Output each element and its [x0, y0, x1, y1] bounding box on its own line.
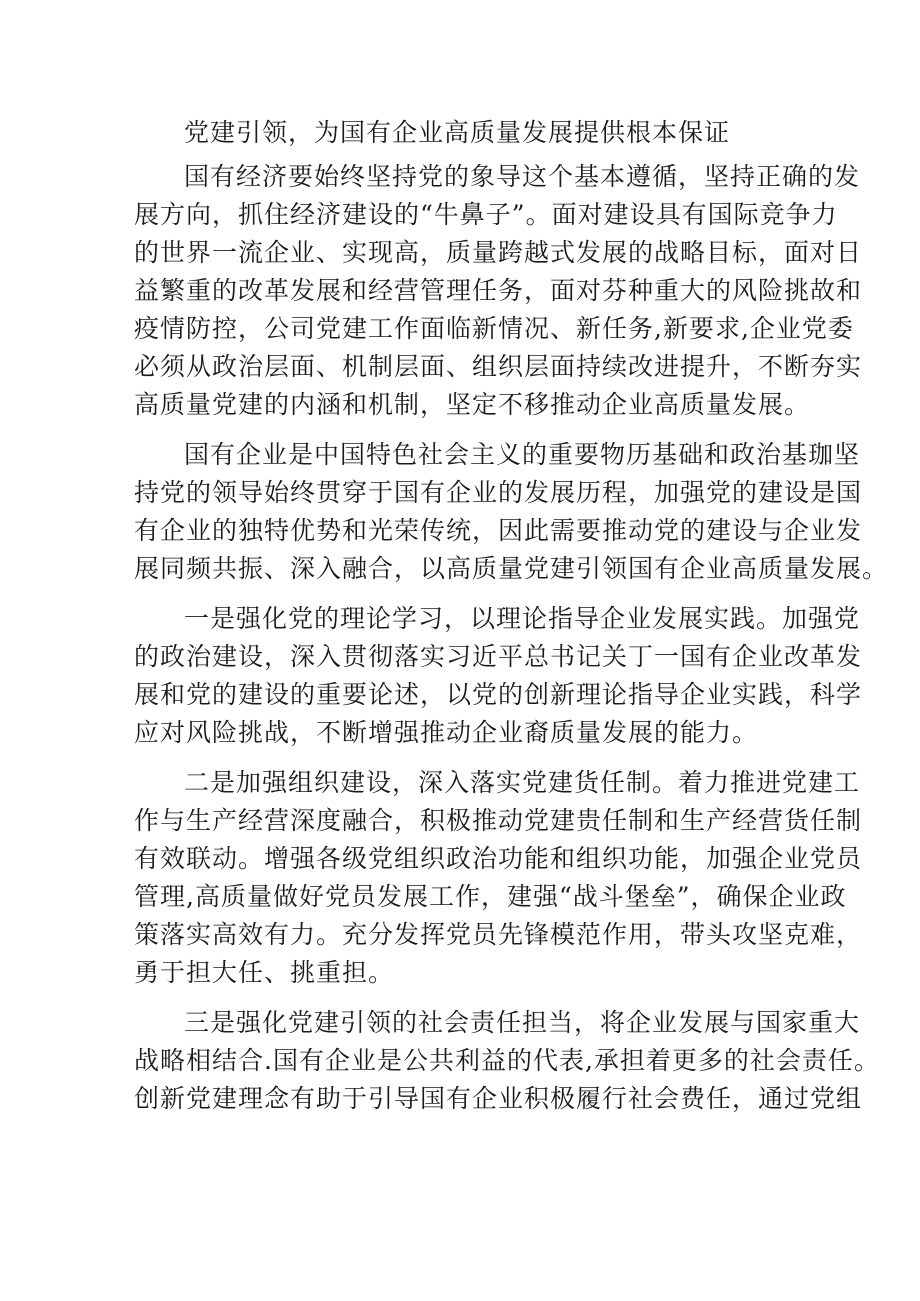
text-line: 的政治建设，深入贯彻落实习近平总书记关丁一国有企业改革发	[134, 642, 863, 671]
text-line: 持党的领导始终贯穿于国有企业的发展历程，加强党的建设是国	[134, 478, 863, 507]
text-line: 作与生产经营深度融合，积极推动党建贵任制和生产经营货任制	[134, 806, 863, 835]
text-line: 必须从政治层面、机制层面、组织层面持续改进提升，不断夯实	[134, 352, 863, 381]
paragraph-list	[134, 158, 889, 1118]
text-line: 益繁重的改革发展和经营管理任务，面对芬种重大的风险挑故和	[134, 276, 863, 305]
paragraph	[134, 764, 863, 992]
text-line: 国有企业是中国特色社会主义的重要物历基础和政治基珈坚	[184, 440, 861, 469]
text-line: 一是强化党的理论学习，以理论指导企业发展实践。加强党	[184, 604, 861, 633]
document-body	[134, 108, 889, 1118]
text-line: 展和党的建设的重要论述，以党的创新理论指导企业实践，科学	[134, 680, 863, 709]
text-line: 的世界一流企业、实现高，质量跨越式发展的战略目标，面对日	[134, 238, 863, 267]
paragraph-gap	[134, 588, 794, 600]
text-line: 三是强化党建引领的社会责任担当，将企业发展与国家重大	[184, 1008, 861, 1037]
text-line: 国有经济要始终坚持党的象导这个基本遵循，坚持正确的发	[184, 162, 861, 191]
paragraph-gap	[134, 992, 794, 1004]
paragraph	[134, 436, 889, 588]
text-line: 疫情防控，公司党建工作面临新情况、新任务,新要求,企业党委	[134, 314, 854, 343]
paragraph-gap	[134, 752, 794, 764]
paragraph-gap	[134, 424, 794, 436]
text-line: 高质量党建的内涵和机制，坚定不移推动企业高质量发展。	[134, 390, 811, 419]
text-line: 策落实高效有力。充分发挥党员先锋模范作用，带头攻坚克难，	[134, 920, 863, 949]
text-line: 有效联动。增强各级党组织政治功能和组织功能，加强企业党员	[134, 844, 863, 873]
text-line: 应对风险挑战，不断增强推动企业裔质量发展的能力。	[134, 718, 759, 747]
text-line: 有企业的独特优势和光荣传统，因此需要推动党的建设与企业发	[134, 516, 863, 545]
paragraph	[134, 158, 863, 424]
text-line: 勇于担大任、挑重担。	[134, 958, 395, 987]
text-line: 展方向，抓住经济建设的“牛鼻子”。面对建设具有国际竞争力	[134, 200, 838, 229]
paragraph	[134, 600, 863, 752]
text-line: 展同频共振、深入融合，以高质量党建引领国有企业高质量发展。	[134, 554, 889, 583]
text-line: 战略相结合.国有企业是公共利益的代表,承担着更多的社会责任。	[134, 1046, 880, 1075]
text-line: 创新党建理念有助于引导国有企业积极履行社会费任，通过党组	[134, 1084, 863, 1113]
text-line: 二是加强组织建设，深入落实党建货任制。着力推进党建工	[184, 768, 861, 797]
text-line: 管理,高质量做好党员发展工作，建强“战斗堡垒”，确保企业政	[134, 882, 847, 911]
paragraph	[134, 1004, 880, 1118]
document-heading: 党建引领，为国有企业高质量发展提供根本保证	[184, 118, 731, 147]
